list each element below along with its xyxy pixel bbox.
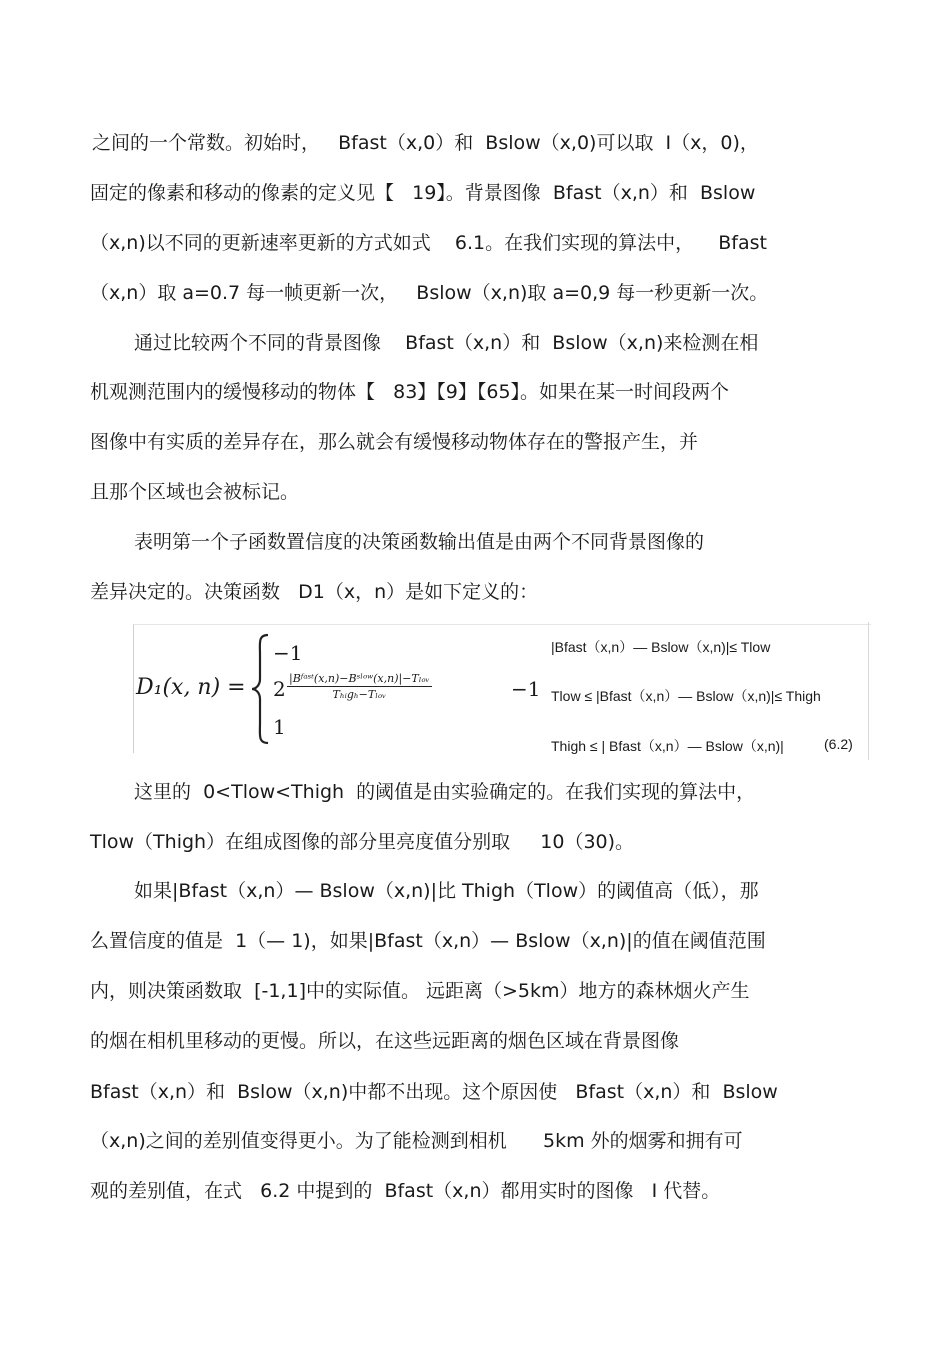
condition-3: Thigh ≤ | Bfast（x,n）— Bslow（x,n)| (551, 738, 784, 754)
condition-2: Tlow ≤ |Bfast（x,n）— Bslow（x,n)|≤ Thigh (551, 688, 821, 704)
text-line: 观的差别值，在式 6.2 中提到的 Bfast（x,n）都用实时的图像 I 代替。 (90, 1180, 721, 1202)
text-line: 固定的像素和移动的像素的定义见【 19】。背景图像 Bfast（x,n）和 Bslow (90, 182, 756, 204)
formula-case-3: 1 (273, 715, 286, 739)
text-line: 这里的 0<Tlow<Thigh 的阈值是由实验确定的。在我们实现的算法中， (134, 781, 756, 803)
text-line: 机观测范围内的缓慢移动的物体【 83】【9】【65】。如果在某一时间段两个 (90, 381, 730, 403)
formula-case-2-tail: −1 (511, 677, 541, 701)
text-line: （x,n)以不同的更新速率更新的方式如式 6.1。在我们实现的算法中， Bfast (90, 232, 767, 254)
text-line: 的烟在相机里移动的更慢。所以，在这些远距离的烟色区域在背景图像 (90, 1030, 680, 1052)
text-line: （x,n）取 a=0.7 每一帧更新一次， Bslow（x,n)取 a=0,9 每一秒更新一次。 (90, 282, 769, 304)
text-line: 表明第一个子函数置信度的决策函数输出值是由两个不同背景图像的 (134, 531, 705, 553)
text-line: 且那个区域也会被标记。 (90, 481, 300, 503)
formula-case-2-base: 2 (273, 677, 286, 701)
condition-1: |Bfast（x,n）— Bslow（x,n)|≤ Tlow (551, 639, 771, 655)
text-line: 内，则决策函数取 [-1,1]中的实际值。 远距离（>5km）地方的森林烟火产生 (90, 980, 750, 1002)
equation-number: (6.2) (824, 736, 853, 752)
text-line: 么置信度的值是 1（— 1)，如果|Bfast（x,n）— Bslow（x,n)|的值在阈值范围 (90, 930, 766, 952)
divider (868, 622, 869, 760)
text-line: 如果|Bfast（x,n）— Bslow（x,n)|比 Thigh（Tlow）的阈值高（低），那 (134, 880, 759, 902)
formula-case-1: −1 (273, 641, 303, 665)
formula-exponent (287, 672, 432, 701)
text-line: Tlow（Thigh）在组成图像的部分里亮度值分别取 10（30)。 (90, 831, 635, 853)
text-line: 图像中有实质的差异存在，那么就会有缓慢移动物体存在的警报产生，并 (90, 431, 699, 453)
text-line: （x,n)之间的差别值变得更小。为了能检测到相机 5km 外的烟雾和拥有可 (90, 1130, 743, 1152)
text-line: Bfast（x,n）和 Bslow（x,n)中都不出现。这个原因使 Bfast（x,n）和 Bslow (90, 1081, 778, 1103)
text-line: 之间的一个常数。初始时， Bfast（x,0）和 Bslow（x,0)可以取 I（x，0)， (92, 132, 759, 154)
text-line: 通过比较两个不同的背景图像 Bfast（x,n）和 Bslow（x,n)来检测在相 (134, 332, 759, 354)
exponent-numerator: |Bᶠᵃˢᵗ(x,n)−Bˢˡᵒʷ(x,n)|−Tₗₒᵥ (289, 672, 430, 685)
text-line: 差异决定的。决策函数 D1（x，n）是如下定义的： (90, 581, 539, 603)
left-brace-icon (250, 633, 272, 745)
formula-lhs: D₁(x, n) = (136, 675, 246, 700)
exponent-denominator: Tₕᵢ𝑔ₕ−Tₗₒᵥ (332, 688, 387, 701)
formula-block (133, 624, 871, 753)
